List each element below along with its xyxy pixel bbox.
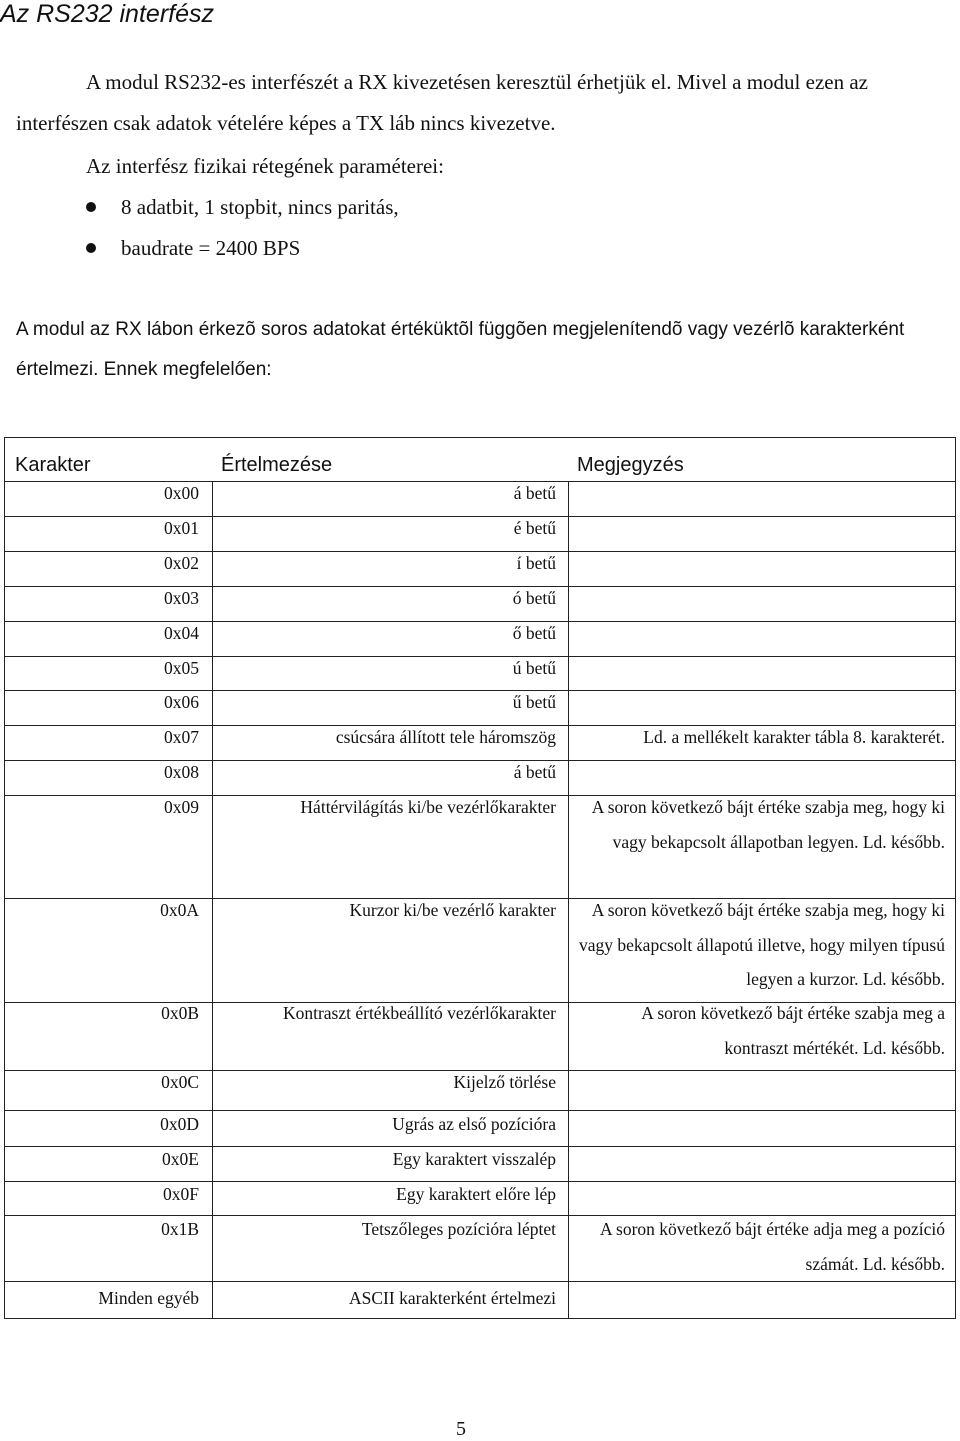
table-cell-code: 0x06 (164, 692, 199, 712)
page-number: 5 (456, 1418, 466, 1440)
table-cell-meaning: ő betű (512, 623, 556, 643)
table-cell-code: 0x0B (161, 1003, 199, 1023)
row-divider (5, 621, 955, 622)
table-cell-code: Minden egyéb (98, 1288, 199, 1308)
parameter-item: 8 adatbit, 1 stopbit, nincs paritás, (86, 187, 399, 228)
table-cell-code: 0x1B (161, 1219, 199, 1239)
table-cell-meaning: í betű (516, 553, 556, 573)
table-cell-meaning: é betű (513, 518, 556, 538)
table-cell-meaning: Egy karaktert előre lép (396, 1184, 556, 1204)
intro-paragraph: A modul RS232-es interfészét a RX kivezetésen keresztül érhetjük el. Mivel a modul ezen az interfészen csak adatok vételére képes a TX láb nincs kivezetve. (16, 70, 868, 135)
table-cell-code: 0x00 (164, 483, 199, 503)
table-cell-code: 0x08 (164, 762, 199, 782)
table-cell-meaning: ű betű (512, 692, 556, 712)
column-divider (568, 481, 569, 1318)
table-cell-code: 0x03 (164, 588, 199, 608)
row-divider (5, 481, 955, 482)
character-table (4, 437, 956, 1319)
table-cell-code: 0x0D (160, 1114, 199, 1134)
row-divider (5, 551, 955, 552)
table-cell-code: 0x0F (163, 1184, 199, 1204)
table-header-megjegyzes: Megjegyzés (577, 454, 684, 476)
table-header-ertelmezese: Értelmezése (221, 454, 333, 476)
table-cell-meaning: ú betű (512, 658, 556, 678)
table-cell-note: Ld. a mellékelt karakter tábla 8. karakterét. (643, 727, 945, 747)
parameters-heading: Az interfész fizikai rétegének paraméterei: (86, 154, 444, 178)
column-divider (212, 481, 213, 1318)
table-header-karakter: Karakter (15, 454, 91, 476)
row-divider (5, 586, 955, 587)
parameter-list (86, 187, 399, 269)
table-cell-note: A soron következő bájt értéke adja meg a pozíció számát. Ld. később. (599, 1219, 945, 1274)
table-cell-meaning: csúcsára állított tele háromszög (335, 727, 556, 747)
row-divider (5, 760, 955, 761)
table-cell-code: 0x04 (164, 623, 199, 643)
table-cell-code: 0x0A (160, 900, 199, 920)
table-cell-code: 0x07 (164, 727, 199, 747)
parameter-item: baudrate = 2400 BPS (86, 228, 399, 269)
table-cell-code: 0x09 (164, 797, 199, 817)
table-cell-code: 0x05 (164, 658, 199, 678)
table-cell-code: 0x01 (164, 518, 199, 538)
table-cell-meaning: á betű (513, 762, 556, 782)
table-cell-note: A soron következő bájt értéke szabja meg, hogy ki vagy bekapcsolt állapotú illetve, hogy milyen típusú legyen a kurzor. Ld. később. (579, 900, 945, 990)
table-cell-meaning: Háttérvilágítás ki/be vezérlőkarakter (300, 797, 556, 817)
table-cell-meaning: ó betű (512, 588, 556, 608)
table-cell-code: 0x0C (161, 1072, 199, 1092)
table-cell-meaning: Kijelző törlése (453, 1072, 556, 1092)
table-cell-code: 0x02 (164, 553, 199, 573)
table-cell-code: 0x0E (162, 1149, 199, 1169)
table-cell-meaning: á betű (513, 483, 556, 503)
row-divider (5, 690, 955, 691)
table-cell-meaning: Tetszőleges pozícióra léptet (361, 1219, 556, 1239)
interpretation-paragraph: A modul az RX lábon érkezõ soros adatokat értéküktõl függõen megjelenítendõ vagy vezérlõ karakterként értelmezi. Ennek megfelelően: (16, 319, 905, 380)
table-cell-meaning: Kurzor ki/be vezérlő karakter (349, 900, 556, 920)
table-cell-meaning: ASCII karakterként értelmezi (349, 1288, 556, 1308)
table-cell-meaning: Ugrás az első pozícióra (392, 1114, 556, 1134)
row-divider (5, 656, 955, 657)
table-cell-note: A soron következő bájt értéke szabja meg, hogy ki vagy bekapcsolt állapotban legyen. Ld. később. (591, 797, 945, 852)
row-divider (5, 516, 955, 517)
table-cell-meaning: Egy karaktert visszalép (392, 1149, 556, 1169)
table-cell-meaning: Kontraszt értékbeállító vezérlőkarakter (282, 1003, 556, 1023)
table-cell-note: A soron következő bájt értéke szabja meg a kontraszt mértékét. Ld. később. (641, 1003, 945, 1058)
page-title: Az RS232 interfész (0, 0, 214, 28)
